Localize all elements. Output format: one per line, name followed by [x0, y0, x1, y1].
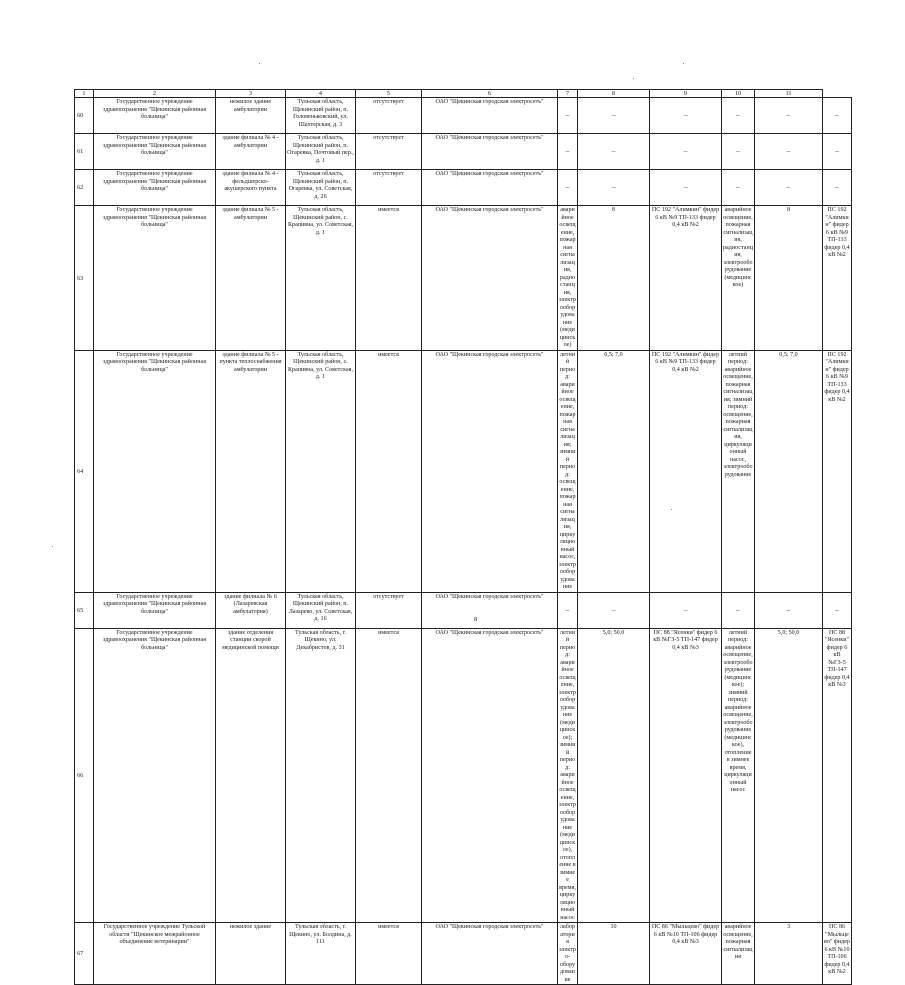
feeder-cell: ПС 88 "Ясенки" фидер 6 кВ №ГЗ-5 ТП-147 фидер 0,4 кВ №3 — [650, 628, 722, 923]
column-number: 7 — [558, 90, 578, 98]
owner-cell: Государственное учреждение здравоохранения "Щекинская районная больница" — [94, 206, 216, 351]
feeder-cell: ПС 192 "Алимкин" фидер 6 кВ №9 ТП-133 фидер 0,4 кВ №2 — [650, 206, 722, 351]
feeder-cell: – — [650, 98, 722, 134]
backup-feeder-cell: – — [823, 170, 852, 206]
supplier-cell: ОАО "Щекинская городская электросеть" — [422, 98, 558, 134]
backup-feeder-cell: ПС 88 "Ясенки" фидер 6 кВ №ГЗ-5 ТП-147 фидер 0,4 кВ №3 — [823, 628, 852, 923]
supplier-cell: ОАО "Щекинская городская электросеть" — [422, 206, 558, 351]
address-cell: Тульская область, Щекинский район, п. Огаревка, Почтовый пер., д. 1 — [286, 134, 356, 170]
row-number: 60 — [75, 98, 94, 134]
object-cell: здание отделения станции скорой медицинской помощи — [216, 628, 286, 923]
backup-power-cell: имеется — [356, 923, 422, 985]
table-row — [75, 628, 852, 923]
owner-cell: Государственное учреждение Тульской области "Щекинское межрайонное объединение ветеринарии" — [94, 923, 216, 985]
feeder-cell: ПС 86 "Мыльцево" фидер 6 кВ №10 ТП-106 фидер 0,4 кВ №3 — [650, 923, 722, 985]
loads-cell: летний период: аварийное освещение, пожарная сигнализация; зимний период: освещение, пожарная сигнализация, циркуляционный насос, электрооборудование — [559, 351, 576, 590]
row-number: 63 — [75, 206, 94, 351]
supplier-cell: ОАО "Щекинская городская электросеть" — [422, 923, 558, 985]
row-number: 62 — [75, 170, 94, 206]
object-cell: здание филиала № 4 - фельдшерско-акушерского пункта — [216, 170, 286, 206]
backup-power-value-cell: – — [755, 170, 823, 206]
owner-cell: Государственное учреждение здравоохранения "Щекинская районная больница" — [94, 134, 216, 170]
power-cell: 10 — [578, 923, 650, 985]
backup-loads-cell: – — [722, 592, 755, 628]
backup-loads-cell: аварийное освещение, пожарная сигнализация — [722, 923, 755, 985]
backup-feeder-cell: ПС 192 "Алимкин" фидер 6 кВ №9 ТП-133 фидер 0,4 кВ №2 — [823, 206, 852, 351]
backup-loads-cell: – — [722, 98, 755, 134]
backup-loads-cell: – — [722, 170, 755, 206]
backup-power-cell: отсутствует — [356, 592, 422, 628]
table-row — [75, 134, 852, 170]
power-cell: – — [578, 170, 650, 206]
backup-loads-cell: летний период: аварийное освещение, электрооборудование (медицинское); зимний период: аварийное освещение, электрооборудование (медицинское), отопление в зимнее время, циркуляционный насос — [722, 628, 755, 923]
feeder-cell: – — [650, 170, 722, 206]
owner-cell: Государственное учреждение здравоохранения "Щекинская районная больница" — [94, 350, 216, 592]
row-number: 65 — [75, 592, 94, 628]
backup-power-value-cell: 0,5; 7,0 — [755, 350, 823, 592]
power-cell: 0,5; 7,0 — [578, 350, 650, 592]
power-cell: – — [578, 592, 650, 628]
owner-cell: Государственное учреждение здравоохранения "Щекинская районная больница" — [94, 170, 216, 206]
supplier-cell: ОАО "Щекинская городская электросеть" — [422, 170, 558, 206]
register-table — [74, 89, 852, 985]
column-number: 5 — [356, 90, 422, 98]
backup-power-value-cell: 3 — [755, 923, 823, 985]
backup-loads-cell: аварийное освещение, пожарная сигнализация, радиостанция, электрооборудование (медицинское) — [722, 206, 755, 351]
scan-speck — [683, 63, 684, 64]
table-row — [75, 923, 852, 985]
backup-power-value-cell: – — [755, 592, 823, 628]
owner-cell: Государственное учреждение здравоохранения "Щекинская районная больница" — [94, 628, 216, 923]
column-number: 8 — [578, 90, 650, 98]
address-cell: Тульская область, Щекинский район, с. Крапивна, ул. Советская, д. 1 — [286, 206, 356, 351]
supplier-cell: ОАО "Щекинская городская электросеть" — [422, 592, 558, 628]
object-cell: здание филиала № 5 - амбулатории — [216, 206, 286, 351]
owner-cell: Государственное учреждение здравоохранения "Щекинская районная больница" — [94, 592, 216, 628]
object-cell: здание филиала № 4 - амбулатории — [216, 134, 286, 170]
loads-cell: – — [558, 134, 578, 170]
backup-power-cell: отсутствует — [356, 98, 422, 134]
table-row — [75, 98, 852, 134]
backup-power-cell: имеется — [356, 206, 422, 351]
column-number: 11 — [755, 90, 823, 98]
backup-feeder-cell: – — [823, 134, 852, 170]
loads-cell: аварийное освещение, пожарная сигнализация, радиостанция, электрооборудование (медицинское) — [559, 207, 576, 348]
table-row — [75, 206, 852, 351]
backup-power-value-cell: 8 — [755, 206, 823, 351]
backup-feeder-cell: – — [823, 592, 852, 628]
column-number: 10 — [722, 90, 755, 98]
address-cell: Тульская область, Щекинский район, п. Головеньковский, ул. Шахтерская, д. 3 — [286, 98, 356, 134]
scan-speck — [259, 63, 260, 64]
backup-feeder-cell: ПС 192 "Алимкин" фидер 6 кВ №9 ТП-133 фидер 0,4 кВ №2 — [823, 350, 852, 592]
backup-power-cell: имеется — [356, 350, 422, 592]
backup-power-cell: отсутствует — [356, 134, 422, 170]
backup-feeder-cell: – — [823, 98, 852, 134]
loads-cell: лаборатория электро-оборудование — [559, 924, 576, 983]
row-number: 67 — [75, 923, 94, 985]
feeder-cell: ПС 192 "Алимкин" фидер 6 кВ №9 ТП-133 фидер 0,4 кВ №2 — [650, 350, 722, 592]
object-cell: здание филиала № 6 (Лазаревская амбулатория) — [216, 592, 286, 628]
backup-loads-cell: летний период: аварийное освещение, пожарная сигнализация; зимний период: освещение, пожарная сигнализация, циркуляционный насос, электрооборудование — [722, 350, 755, 592]
row-number: 61 — [75, 134, 94, 170]
loads-cell: – — [558, 592, 578, 628]
column-number: 4 — [286, 90, 356, 98]
scan-speck — [633, 78, 634, 79]
backup-loads-cell: – — [722, 134, 755, 170]
supplier-cell: ОАО "Щекинская городская электросеть" — [422, 350, 558, 592]
backup-power-cell: отсутствует — [356, 170, 422, 206]
backup-power-cell: имеется — [356, 628, 422, 923]
scan-speck — [671, 509, 672, 510]
table-row — [75, 170, 852, 206]
object-cell: нежилое здание амбулатории — [216, 98, 286, 134]
row-number: 64 — [75, 350, 94, 592]
scan-speck — [52, 546, 53, 547]
backup-power-value-cell: 5,0; 50,0 — [755, 628, 823, 923]
address-cell: Тульская область, г. Щекино, ул. Болдина, д. 111 — [286, 923, 356, 985]
column-number-row — [75, 90, 852, 98]
power-cell: 5,0; 50,0 — [578, 628, 650, 923]
column-number: 1 — [75, 90, 94, 98]
backup-power-value-cell: – — [755, 98, 823, 134]
loads-cell: – — [558, 170, 578, 206]
column-number: 6 — [422, 90, 558, 98]
backup-power-value-cell: – — [755, 134, 823, 170]
address-cell: Тульская область, Щекинский район, п. Огаревка, ул. Советская, д. 26 — [286, 170, 356, 206]
power-cell: 8 — [578, 206, 650, 351]
page-number: 8 — [474, 616, 478, 623]
supplier-cell: ОАО "Щекинская городская электросеть" — [422, 628, 558, 923]
object-cell: здание филиала № 5 - пункта теплоснабжения амбулатории — [216, 350, 286, 592]
loads-cell: – — [558, 98, 578, 134]
column-number: 9 — [650, 90, 722, 98]
row-number: 66 — [75, 628, 94, 923]
owner-cell: Государственное учреждение здравоохранения "Щекинская районная больница" — [94, 98, 216, 134]
address-cell: Тульская область, Щекинский район, с. Крапивна, ул. Советская, д. 1 — [286, 350, 356, 592]
power-cell: – — [578, 98, 650, 134]
column-number: 2 — [94, 90, 216, 98]
feeder-cell: – — [650, 592, 722, 628]
table-row — [75, 592, 852, 628]
supplier-cell: ОАО "Щекинская городская электросеть" — [422, 134, 558, 170]
loads-cell: летний период: аварийное освещение, электрооборудование (медицинское); зимний период: аварийное освещение, электрооборудование (медицинское), отопление в зимнее время, циркуляционный насос — [559, 629, 576, 921]
address-cell: Тульская область, г. Щекино, ул. Декабристов, д. 31 — [286, 628, 356, 923]
power-cell: – — [578, 134, 650, 170]
table-row — [75, 350, 852, 592]
address-cell: Тульская область, Щекинский район, п. Лазарево, ул. Советская, д. 16 — [286, 592, 356, 628]
object-cell: нежилое здание — [216, 923, 286, 985]
feeder-cell: – — [650, 134, 722, 170]
backup-feeder-cell: ПС 86 "Мыльцево" фидер 6 кВ №10 ТП-106 фидер 0,4 кВ №2 — [823, 923, 852, 985]
column-number: 3 — [216, 90, 286, 98]
